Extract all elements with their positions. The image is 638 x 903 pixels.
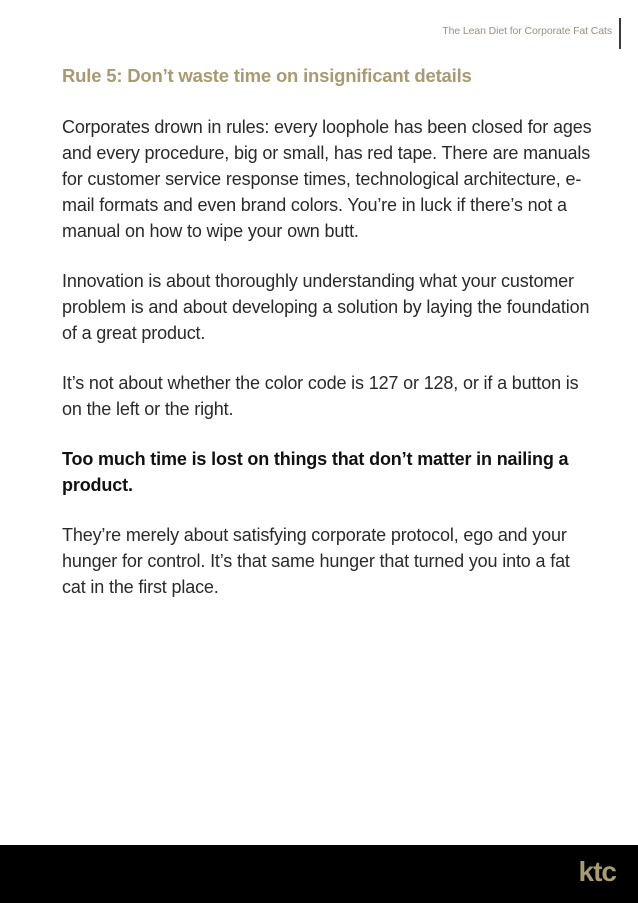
paragraph-rules: Corporates drown in rules: every loophole has been closed for ages and every procedure, big or small, has red tape. There are manuals for customer service response times, technological architecture, e-mail formats and even brand colors. You’re in luck if there’s not a manual on how to wipe your own butt. [62,117,592,241]
ktc-logo: ktc [578,856,616,887]
paragraph-conclusion: They’re merely about satisfying corporate protocol, ego and your hunger for control. It’s that same hunger that turned you into a fat cat in the first place. [62,525,570,597]
page-footer [0,845,638,903]
header-divider [619,18,621,49]
paragraph-innovation: Innovation is about thoroughly understanding what your customer problem is and about developing a solution by laying the foundation of a great product. [62,271,590,343]
paragraph-key-point: Too much time is lost on things that don’t matter in nailing a product. [62,449,569,495]
section-heading: Rule 5: Don’t waste time on insignificant details [62,65,472,86]
running-header-title: The Lean Diet for Corporate Fat Cats [442,25,612,37]
page-content [62,62,592,624]
paragraph-color-code: It’s not about whether the color code is 127 or 128, or if a button is on the left or the right. [62,373,579,419]
